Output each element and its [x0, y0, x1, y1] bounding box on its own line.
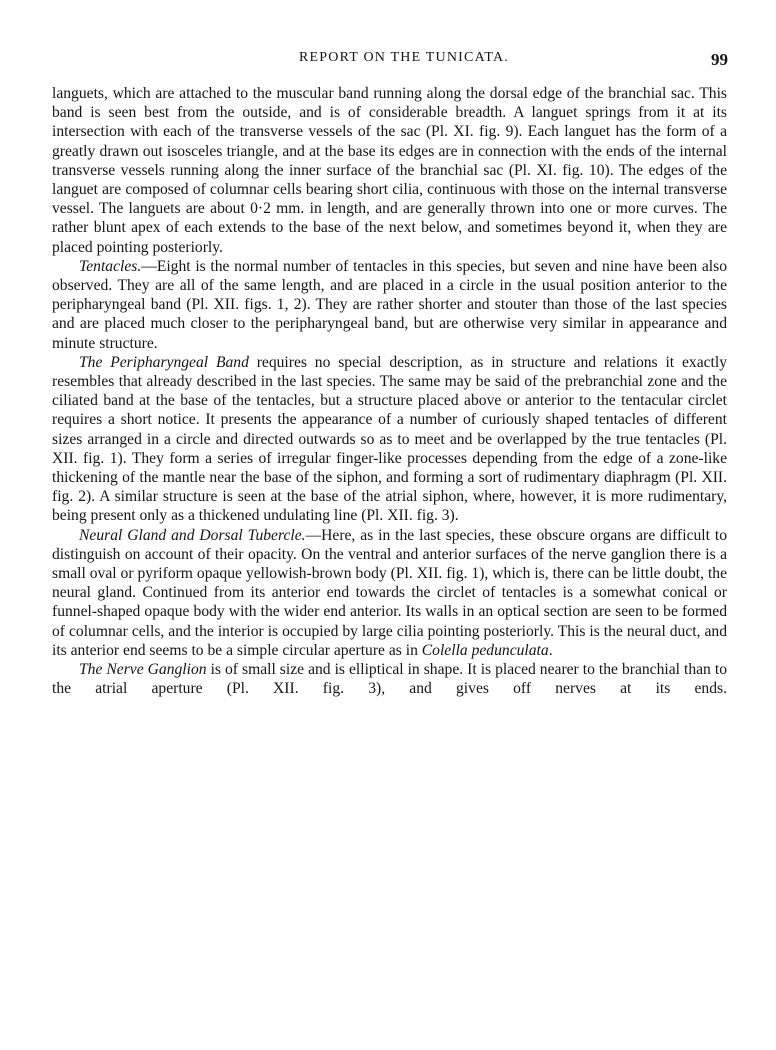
body-text: [52, 84, 727, 699]
paragraph-text: languets, which are attached to the muscular band running along the dorsal edge of the branchial sac. This band is seen best from the outside, and is of considerable breadth. A languet springs from it at its intersection with each of the transverse vessels of the sac (Pl. XI. fig. 9). Each languet has the form of a greatly drawn out isosceles triangle, and at the base its edges are in connection with the ends of the internal transverse vessels running along the inner surface of the branchial sac (Pl. XI. fig. 10). The edges of the languet are composed of columnar cells bearing short cilia, continuous with those on the internal transverse vessel. The languets are about 0·2 mm. in length, and are generally thrown into one or more curves. The rather blunt apex of each extends to the base of the next below, and sometimes beyond it, when they are placed pointing posteriorly.: [52, 85, 727, 256]
paragraph-text: —Here, as in the last species, these obscure organs are difficult to distinguish on account of their opacity. On the ventral and anterior surfaces of the nerve ganglion there is a small oval or pyriform opaque yellowish-brown body (Pl. XII. fig. 1), which is, there can be little doubt, the neural gland. Continued from its anterior end towards the circlet of tentacles is a somewhat conical or funnel-shaped opaque body with the wider end anterior. Its walls in an optical section are seen to be formed of columnar cells, and the interior is occupied by large cilia pointing posteriorly. This is the neural duct, and its anterior end seems to be a simple circular aperture as in: [52, 526, 728, 659]
paragraph-text: is of small size and is elliptical in shape. It is placed nearer to the branchial than to the atrial aperture (Pl. XII. fig. 3), and gives off nerves at its ends.: [52, 661, 727, 698]
paragraph-nerve-ganglion: [52, 660, 727, 698]
paragraph-tentacles: [52, 257, 727, 353]
paragraph-peripharyngeal-band: [52, 353, 727, 526]
section-heading-neural-gland: Neural Gland and Dorsal Tubercle.: [79, 526, 306, 544]
species-name: Colella pedunculata: [421, 641, 549, 659]
section-heading-tentacles: Tentacles.: [79, 257, 142, 275]
paragraph-languets: [52, 84, 727, 257]
page-number: 99: [711, 50, 728, 69]
paragraph-text: —Eight is the normal number of tentacles in this species, but seven and nine have been also observed. They are all of the same length, and are placed in a circle in the usual position anterior to the peripharyngeal band (Pl. XII. figs. 1, 2). They are rather shorter and stouter than those of the last species and are placed much closer to the peripharyngeal band, but are otherwise very similar in appearance and minute structure.: [52, 257, 727, 352]
section-heading-nerve-ganglion: The Nerve Ganglion: [79, 661, 207, 679]
paragraph-text: requires no special description, as in structure and relations it exactly resembles that already described in the last species. The same may be said of the prebranchial zone and the ciliated band at the base of the tentacles, but a structure placed above or anterior to the tentacular circlet requires a short notice. It presents the appearance of a number of curiously shaped tentacles of different sizes arranged in a circle and directed outwards so as to meet and be overlapped by the true tentacles (Pl. XII. fig. 1). They form a series of irregular finger-like processes depending from the edge of a zone-like thickening of the mantle near the base of the siphon, and forming a sort of rudimentary diaphragm (Pl. XII. fig. 2). A similar structure is seen at the base of the atrial siphon, where, however, it is more rudimentary, being present only as a thickened undulating line (Pl. XII. fig. 3).: [52, 353, 727, 525]
running-title: REPORT ON THE TUNICATA.: [299, 50, 509, 65]
page-header: [52, 50, 728, 74]
paragraph-tail: .: [548, 641, 553, 659]
paragraph-neural-gland: [52, 526, 727, 660]
section-heading-peripharyngeal-band: The Peripharyngeal Band: [79, 353, 249, 371]
